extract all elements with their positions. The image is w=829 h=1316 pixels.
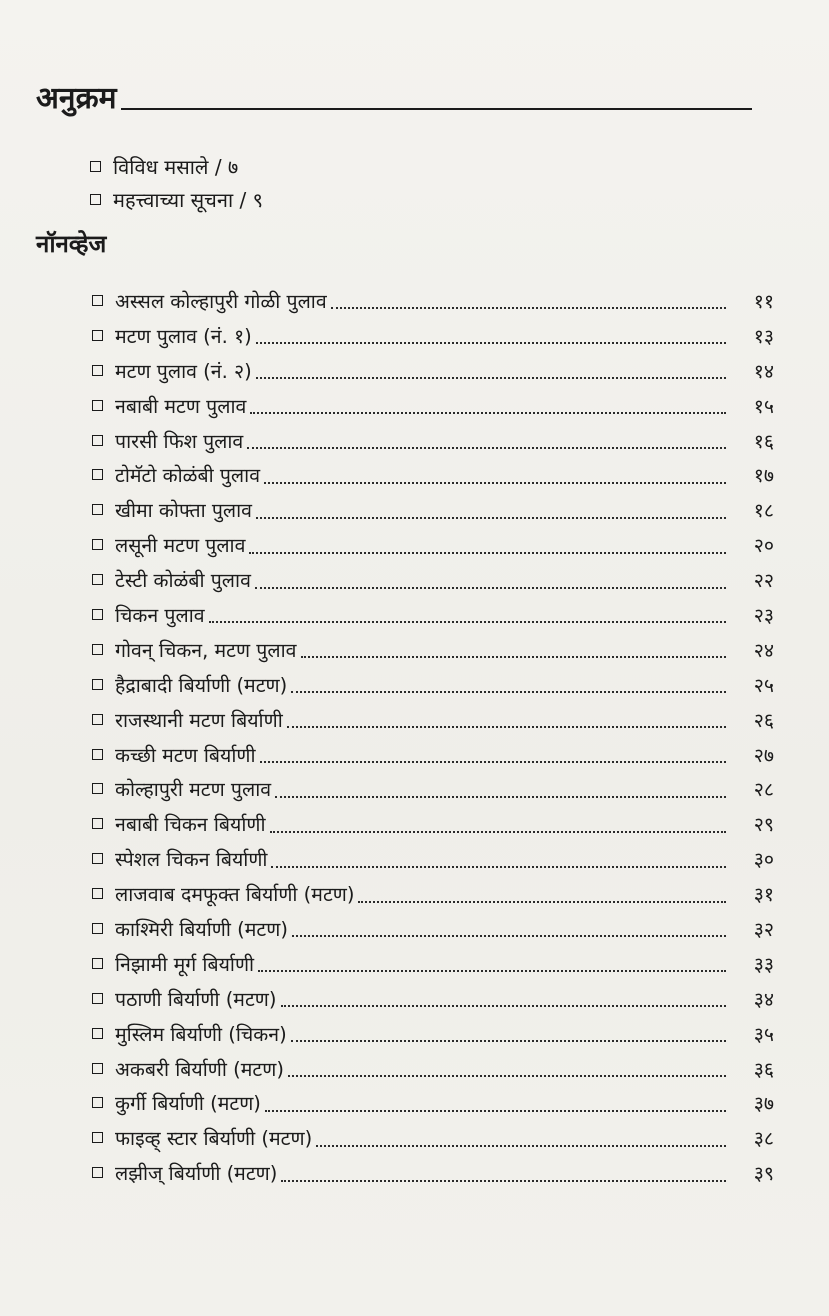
toc-entry-page: २७ [753,743,774,767]
dot-leader [287,704,726,728]
checkbox-square-icon [92,1028,103,1039]
toc-entry-page: १५ [753,394,774,418]
checkbox-square-icon [92,435,103,446]
dot-leader [281,1158,726,1182]
dot-leader [209,599,726,623]
checkbox-square-icon [92,504,103,515]
toc-entry-title: कुर्गी बिर्याणी (मटण) [115,1092,261,1116]
toc-entry [92,632,774,667]
toc-entry-title: मुस्लिम बिर्याणी (चिकन) [115,1022,287,1046]
toc-entry-page: २९ [753,813,774,837]
dot-leader [291,669,726,693]
intro-item-label: महत्त्वाच्या सूचना / ९ [113,188,264,212]
dot-leader [316,1123,726,1147]
dot-leader [281,983,727,1007]
toc-entry [92,1051,774,1086]
dot-leader [256,320,726,344]
page-heading: अनुक्रम [36,81,117,116]
dot-leader [264,460,726,484]
toc-entry [92,1085,774,1120]
toc-entry [92,667,774,702]
checkbox-square-icon [92,1167,103,1178]
toc-entry-title: चिकन पुलाव [115,603,205,627]
checkbox-square-icon [92,783,103,794]
checkbox-square-icon [92,888,103,899]
dot-leader [256,495,726,519]
checkbox-square-icon [92,644,103,655]
toc-entry-page: ३१ [753,883,774,907]
dot-leader [275,774,726,798]
toc-entry [92,388,774,423]
toc-list [92,283,774,1190]
checkbox-square-icon [92,295,103,306]
toc-entry-title: गोवन् चिकन, मटण पुलाव [115,638,297,662]
checkbox-square-icon [90,194,101,205]
toc-entry-page: १६ [753,429,774,453]
checkbox-square-icon [92,400,103,411]
checkbox-square-icon [92,1132,103,1143]
checkbox-square-icon [92,469,103,480]
dot-leader [358,879,726,903]
dot-leader [292,913,726,937]
toc-entry-page: २८ [753,778,774,802]
dot-leader [250,390,726,414]
toc-entry [92,597,774,632]
toc-entry-page: २६ [753,708,774,732]
toc-entry-title: निझामी मूर्ग बिर्याणी [115,952,255,976]
toc-entry-page: ३२ [753,917,774,941]
toc-entry-page: २४ [753,638,774,662]
toc-entry [92,981,774,1016]
toc-entry [92,457,774,492]
intro-item [90,185,263,215]
intro-item [90,152,238,182]
toc-entry [92,562,774,597]
toc-entry-page: १४ [753,359,774,383]
toc-entry-page: ३३ [753,952,774,976]
checkbox-square-icon [92,1063,103,1074]
checkbox-square-icon [92,818,103,829]
dot-leader [247,425,726,449]
toc-entry-page: ३८ [753,1127,774,1151]
toc-entry [92,423,774,458]
toc-entry-title: अकबरी बिर्याणी (मटण) [115,1057,284,1081]
toc-entry [92,1120,774,1155]
checkbox-square-icon [92,993,103,1004]
dot-leader [301,634,727,658]
toc-entry-title: अस्सल कोल्हापुरी गोळी पुलाव [115,289,327,313]
toc-entry-title: फाइव्ह् स्टार बिर्याणी (मटण) [115,1127,313,1151]
toc-entry-page: २५ [753,673,774,697]
intro-item-label: विविध मसाले / ७ [113,155,239,179]
checkbox-square-icon [92,853,103,864]
toc-entry [92,353,774,388]
checkbox-square-icon [92,365,103,376]
toc-entry-title: टेस्टी कोळंबी पुलाव [115,569,251,593]
toc-entry [92,492,774,527]
checkbox-square-icon [92,958,103,969]
checkbox-square-icon [90,161,101,172]
dot-leader [270,809,726,833]
toc-entry-page: २३ [753,603,774,627]
section-title: नॉनव्हेज [36,230,107,258]
toc-entry-page: २० [753,534,774,558]
toc-entry-page: ११ [753,289,774,313]
toc-entry-page: ३७ [753,1092,774,1116]
checkbox-square-icon [92,749,103,760]
toc-entry-title: कोल्हापुरी मटण पुलाव [115,778,272,802]
dot-leader [260,739,726,763]
checkbox-square-icon [92,574,103,585]
checkbox-square-icon [92,679,103,690]
checkbox-square-icon [92,609,103,620]
toc-entry-title: खीमा कोफ्ता पुलाव [115,499,253,523]
toc-entry-page: १७ [753,464,774,488]
dot-leader [258,948,726,972]
toc-entry-page: ३६ [753,1057,774,1081]
toc-entry-page: ३४ [753,987,774,1011]
toc-entry [92,1016,774,1051]
toc-entry [92,946,774,981]
toc-entry [92,771,774,806]
toc-entry [92,1155,774,1190]
heading-row [36,78,752,114]
checkbox-square-icon [92,923,103,934]
toc-entry [92,911,774,946]
toc-entry-title: राजस्थानी मटण बिर्याणी [115,708,283,732]
toc-entry-page: २२ [753,569,774,593]
toc-entry [92,702,774,737]
dot-leader [288,1053,726,1077]
dot-leader [249,530,726,554]
toc-entry-page: १८ [753,499,774,523]
toc-entry-title: टोमॅटो कोळंबी पुलाव [115,464,261,488]
toc-entry-page: ३५ [753,1022,774,1046]
toc-entry-title: कच्छी मटण बिर्याणी [115,743,256,767]
dot-leader [256,355,726,379]
toc-entry-title: नबाबी चिकन बिर्याणी [115,813,266,837]
toc-entry-title: लाजवाब दमफूक्त बिर्याणी (मटण) [115,883,355,907]
dot-leader [255,565,726,589]
toc-entry-title: काश्मिरी बिर्याणी (मटण) [115,917,288,941]
toc-entry-title: हैद्राबादी बिर्याणी (मटण) [115,673,288,697]
dot-leader [331,285,726,309]
toc-entry-page: १३ [753,324,774,348]
toc-entry [92,737,774,772]
toc-entry-title: पठाणी बिर्याणी (मटण) [115,987,277,1011]
toc-entry-page: ३० [753,848,774,872]
checkbox-square-icon [92,330,103,341]
toc-entry-title: स्पेशल चिकन बिर्याणी [115,848,268,872]
toc-entry-title: मटण पुलाव (नं. २) [115,359,252,383]
dot-leader [271,844,726,868]
toc-entry [92,806,774,841]
toc-entry-title: मटण पुलाव (नं. १) [115,324,252,348]
toc-entry-title: लझीज् बिर्याणी (मटण) [115,1162,278,1186]
heading-underline [121,108,752,110]
toc-entry-page: ३९ [753,1162,774,1186]
checkbox-square-icon [92,714,103,725]
toc-entry [92,527,774,562]
toc-entry-title: लसूनी मटण पुलाव [115,534,246,558]
toc-entry-title: पारसी फिश पुलाव [115,429,244,453]
toc-entry [92,841,774,876]
toc-entry [92,876,774,911]
toc-entry [92,283,774,318]
dot-leader [265,1088,726,1112]
checkbox-square-icon [92,539,103,550]
toc-entry-title: नबाबी मटण पुलाव [115,394,247,418]
dot-leader [291,1018,726,1042]
toc-entry [92,318,774,353]
checkbox-square-icon [92,1097,103,1108]
